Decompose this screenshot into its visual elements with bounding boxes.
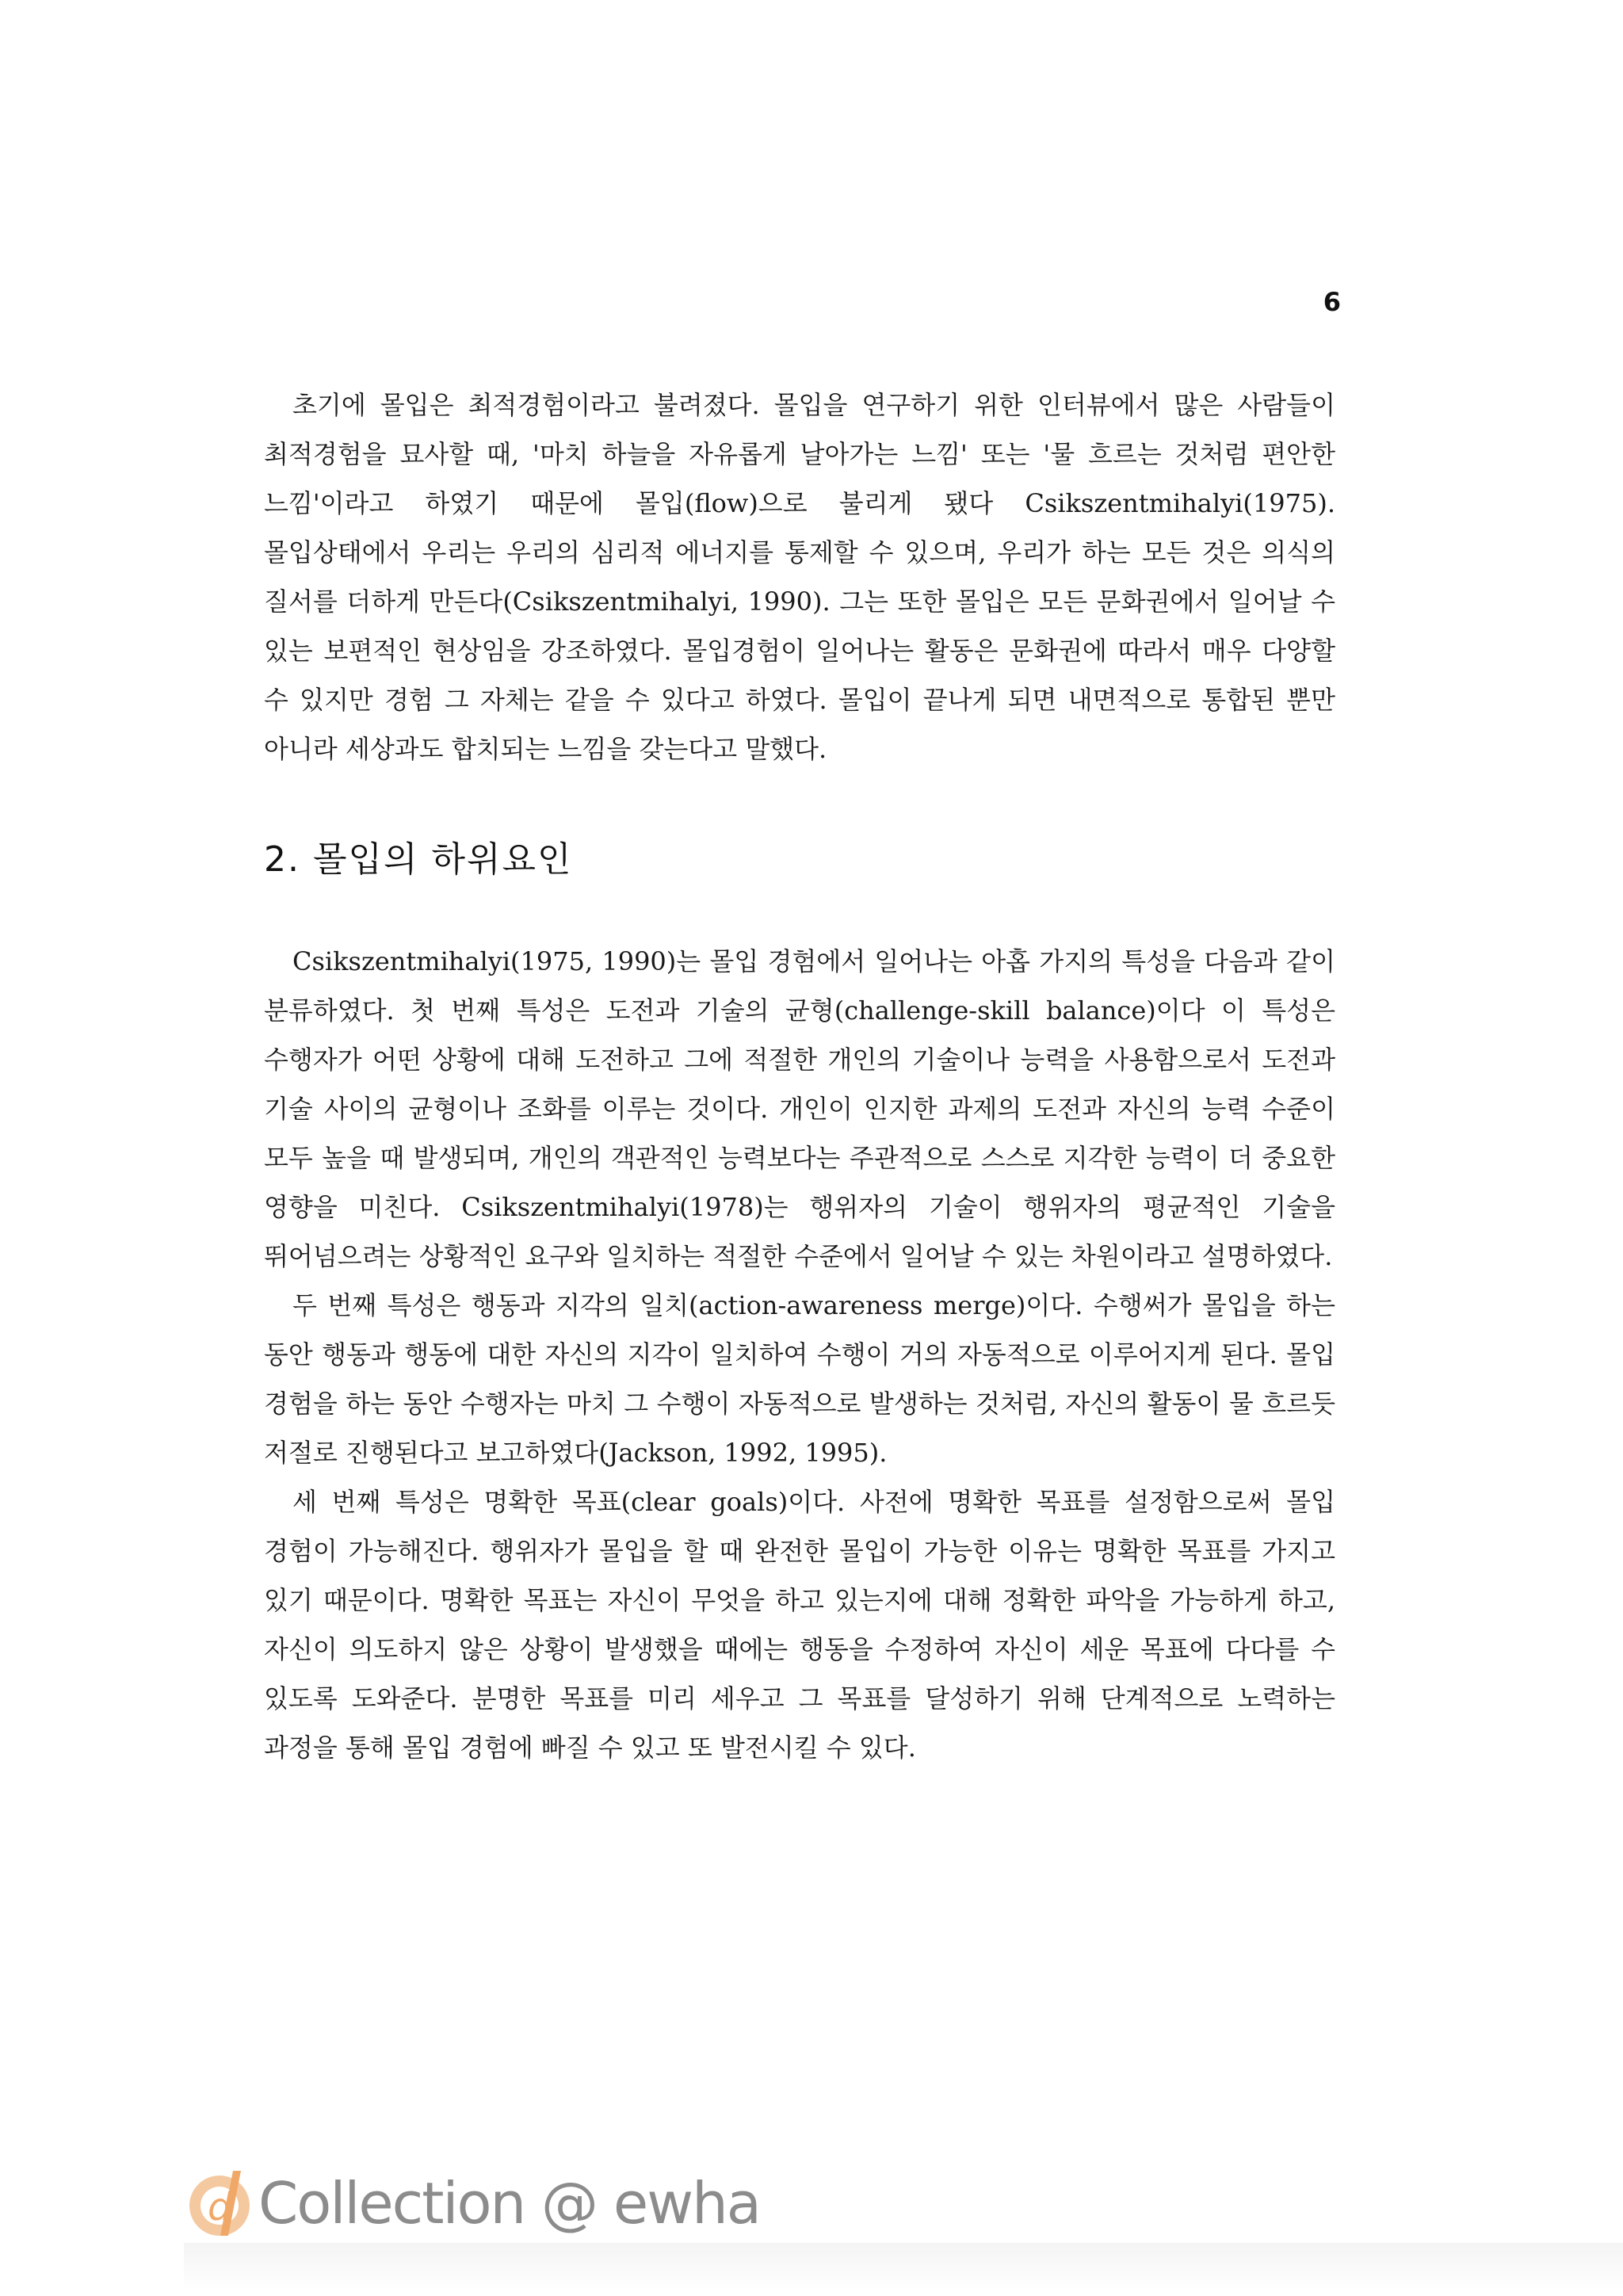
section-paragraph-3: 세 번째 특성은 명확한 목표(clear goals)이다. 사전에 명확한 목표를 설정함으로써 몰입 경험이 가능해진다. 행위자가 몰입을 할 때 완전한 몰입이 가능한 이유는 명확한 목표를 가지고 있기 때문이다. 명확한 목표는 자신이 무엇을 하고 있는지에 대해 정확한 파악을 가능하게 하고, 자신이 의도하지 않은 상황이 발생했을 때에는 행동을 수정하여 자신이 세운 목표에 다다를 수 있도록 도와준다. 분명한 목표를 미리 세우고 그 목표를 달성하기 위해 단계적으로 노력하는 과정을 통해 몰입 경험에 빠질 수 있고 또 발전시킬 수 있다. bbox=[264, 1487, 1335, 1763]
document-body bbox=[264, 380, 1335, 1772]
section-heading: 2. 몰입의 하위요인 bbox=[264, 839, 573, 880]
dcollection-logo-icon bbox=[184, 2168, 255, 2239]
page-number: 6 bbox=[1323, 287, 1341, 317]
logo-mark-glyph: d bbox=[208, 2185, 232, 2229]
dcollection-logo bbox=[184, 2168, 760, 2239]
section-paragraph-2: 두 번째 특성은 행동과 지각의 일치(action-awareness merge)이다. 수행써가 몰입을 하는 동안 행동과 행동에 대한 자신의 지각이 일치하여 수행이 거의 자동적으로 이루어지게 된다. 몰입 경험을 하는 동안 수행자는 마치 그 수행이 자동적으로 발생하는 것처럼, 자신의 활동이 물 흐르듯 저절로 진행된다고 보고하였다(Jackson, 1992, 1995). bbox=[264, 1290, 1335, 1468]
intro-paragraph: 초기에 몰입은 최적경험이라고 불려졌다. 몰입을 연구하기 위한 인터뷰에서 많은 사람들이 최적경험을 묘사할 때, '마치 하늘을 자유롭게 날아가는 느낌' 또는 '물 흐르는 것처럼 편안한 느낌'이라고 하였기 때문에 몰입(flow)으로 불리게 됐다 Csikszentmihalyi(1975). 몰입상태에서 우리는 우리의 심리적 에너지를 통제할 수 있으며, 우리가 하는 모든 것은 의식의 질서를 더하게 만든다(Csikszentmihalyi, 1990). 그는 또한 몰입은 모든 문화권에서 일어날 수 있는 보편적인 현상임을 강조하였다. 몰입경험이 일어나는 활동은 문화권에 따라서 매우 다양할 수 있지만 경험 그 자체는 같을 수 있다고 하였다. 몰입이 끝나게 되면 내면적으로 통합된 뿐만 아니라 세상과도 합치되는 느낌을 갖는다고 말했다. bbox=[264, 390, 1335, 764]
logo-text: Collection @ ewha bbox=[258, 2170, 760, 2237]
section-paragraph-1: Csikszentmihalyi(1975, 1990)는 몰입 경험에서 일어나는 아홉 가지의 특성을 다음과 같이 분류하였다. 첫 번째 특성은 도전과 기술의 균형(challenge-skill balance)이다 이 특성은 수행자가 어떤 상황에 대해 도전하고 그에 적절한 개인의 기술이나 능력을 사용함으로서 도전과 기술 사이의 균형이나 조화를 이루는 것이다. 개인이 인지한 과제의 도전과 자신의 능력 수준이 모두 높을 때 발생되며, 개인의 객관적인 능력보다는 주관적으로 스스로 지각한 능력이 더 중요한 영향을 미친다. Csikszentmihalyi(1978)는 행위자의 기술이 행위자의 평균적인 기술을 뛰어넘으려는 상황적인 요구와 일치하는 적절한 수준에서 일어날 수 있는 차원이라고 설명하였다. bbox=[264, 946, 1335, 1271]
footer-band bbox=[184, 2243, 1623, 2290]
